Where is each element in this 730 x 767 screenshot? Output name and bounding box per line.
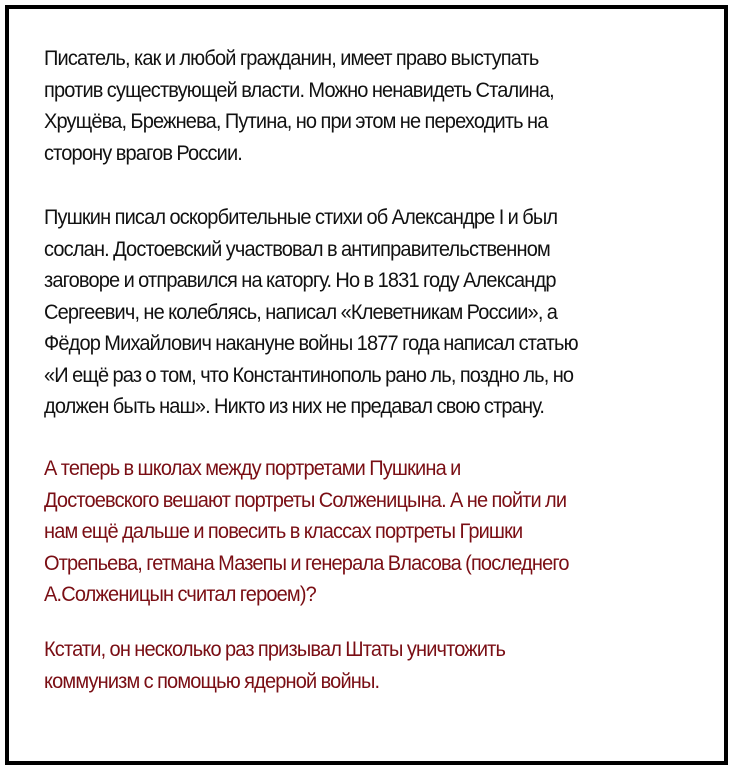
text-line: Кстати, он несколько раз призывал Штаты уничтожить xyxy=(44,637,506,661)
text-line: Сергеевич, не колеблясь, написал «Клеветникам России», а xyxy=(44,299,558,324)
paragraph-nuclear-war xyxy=(44,634,653,697)
paragraph-writer-rights xyxy=(44,43,653,169)
text-line: А.Солженицын считал героем)? xyxy=(44,582,316,606)
text-line: коммунизм с помощью ядерной войны. xyxy=(44,668,380,693)
text-line: «И ещё раз о том, что Константинополь рано ль, поздно ль, но xyxy=(44,362,574,387)
text-line: Пушкин писал оскорбительные стихи об Александре I и был xyxy=(44,205,558,229)
text-line: против существующей власти. Можно ненавидеть Сталина, xyxy=(44,77,554,102)
text-line: Достоевского вешают портреты Солженицына. А не пойти ли xyxy=(44,487,567,512)
text-line: сторону врагов России. xyxy=(44,140,243,165)
text-line: сослан. Достоевский участвовал в антиправительственном xyxy=(44,236,550,261)
text-line: Писатель, как и любой гражданин, имеет право выступать xyxy=(44,46,539,70)
text-line: Хрущёва, Брежнева, Путина, но при этом не переходить на xyxy=(44,109,548,133)
text-line: Фёдор Михайлович накануне войны 1877 года написал статью xyxy=(44,331,578,355)
text-line: А теперь в школах между портретами Пушкина и xyxy=(44,456,461,480)
paragraph-pushkin-dostoevsky xyxy=(44,202,653,423)
paragraph-solzhenitsyn-portraits xyxy=(44,453,653,611)
text-line: Отрепьева, гетмана Мазепы и генерала Власова (последнего xyxy=(44,550,569,575)
text-line: нам ещё дальше и повесить в классах портреты Гришки xyxy=(44,519,523,543)
text-line: должен быть наш». Никто из них не предавал свою страну. xyxy=(44,394,545,418)
text-line: заговоре и отправился на каторгу. Но в 1831 году Александр xyxy=(44,268,556,292)
